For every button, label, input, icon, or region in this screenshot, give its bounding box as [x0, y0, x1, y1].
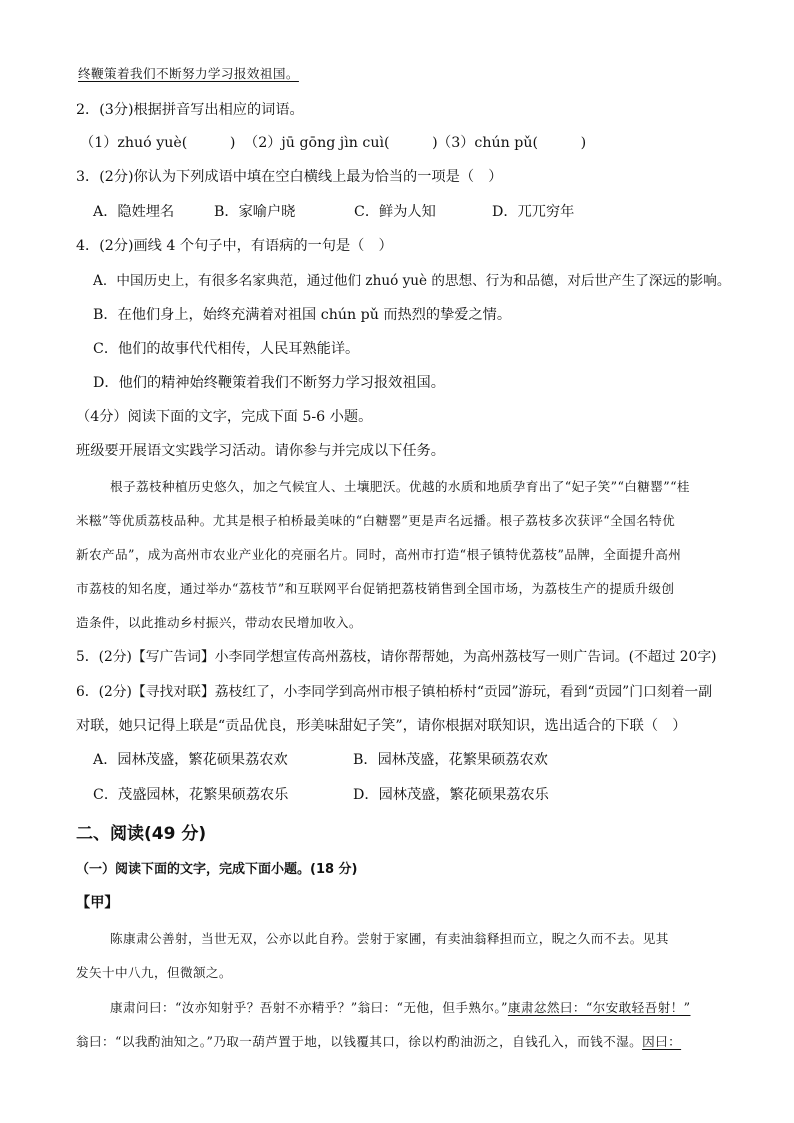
passage-line: 市荔枝的知名度，通过举办“荔枝节”和互联网平台促销把荔枝销售到全国市场，为荔枝生产的提质升级创	[76, 581, 675, 596]
passage-line: 根子荔枝种植历史悠久，加之气候宜人、土壤肥沃。优越的水质和地质孕育出了“妃子笑”“白糖罂”“桂	[110, 479, 690, 494]
question-3-stem: 3．(2分)你认为下列成语中填在空白横线上最为恰当的一项是（ ）	[76, 169, 503, 185]
underlined-sentence: 康肃忿然曰：“尔安敢轻吾射！”	[507, 1000, 691, 1015]
question-6-line-2: 对联，她只记得上联是“贡品优良，形美味甜妃子笑”，请你根据对联知识，选出适合的下联（ ）	[76, 718, 687, 734]
q6-option-b: B．园林茂盛，花繁果硕荔农欢	[353, 752, 548, 768]
q6-option-d: D．园林茂盛，繁花硕果荔农乐	[353, 787, 549, 803]
passage-line: 新农产品”，成为高州市农业产业化的亮丽名片。同时，高州市打造“根子镇特优荔枝”品牌，全面提升高州	[76, 547, 682, 562]
q3-option-c: C．鲜为人知	[354, 204, 436, 220]
question-4-stem: 4．(2分)画线 4 个句子中，有语病的一句是（ ）	[76, 238, 393, 254]
q2-item-3: （3）chún pǔ( )	[437, 135, 587, 151]
q6-option-c: C．茂盛园林，花繁果硕荔农乐	[93, 787, 289, 803]
activity-intro: 班级要开展语文实践学习活动。请你参与并完成以下任务。	[76, 443, 445, 459]
q4-option-a: A．中国历史上，有很多名家典范，通过他们 zhuó yuè 的思想、行为和品德，对后世产生了深远的影响。	[93, 273, 731, 289]
question-6-line-1: 6．(2分)【寻找对联】荔枝红了，小李同学到高州市根子镇柏桥村“贡园”游玩，看到“贡园”门口刻着一副	[76, 684, 713, 700]
q4-option-b: B．在他们身上，始终充满着对祖国 chún pǔ 而热烈的挚爱之情。	[93, 307, 512, 323]
q4-option-c: C．他们的故事代代相传，人民耳熟能详。	[93, 341, 360, 357]
q3-option-d: D．兀兀穷年	[492, 204, 575, 220]
q2-item-1: （1）zhuó yuè( )	[80, 135, 236, 151]
classical-text-line: 发矢十中八九，但微颔之。	[76, 965, 232, 980]
passage-line: 米糍”等优质荔枝品种。尤其是根子柏桥最美味的“白糖罂”更是声名远播。根子荔枝多次获评“全国名特优	[76, 513, 676, 528]
q3-option-a: A．隐姓埋名	[93, 204, 175, 220]
passage-line: 造条件，以此推动乡村振兴，带动农民增加收入。	[76, 615, 362, 630]
classical-text-line	[110, 998, 690, 1018]
continued-sentence: 终鞭策着我们不断努力学习报效祖国。	[78, 66, 299, 81]
underlined-sentence: 因曰：	[642, 1034, 682, 1049]
dialogue-text: 康肃问曰：“汝亦知射乎？吾射不亦精乎？”翁曰：“无他，但手熟尔。”	[110, 1000, 508, 1015]
classical-text-line: 陈康肃公善射，当世无双，公亦以此自矜。尝射于家圃，有卖油翁释担而立，睨之久而不去。见其	[110, 931, 669, 946]
jia-label: 【甲】	[76, 895, 119, 911]
q3-option-b: B．家喻户晓	[214, 204, 296, 220]
question-5: 5．(2分)【写广告词】小李同学想宣传高州荔枝，请你帮帮她，为高州荔枝写一则广告词。(不超过 20字)	[76, 649, 717, 665]
question-2-stem: 2．(3分)根据拼音写出相应的词语。	[76, 102, 304, 118]
subsection-1-title: （一）阅读下面的文字，完成下面小题。(18 分)	[76, 862, 358, 877]
classical-text-line	[76, 1032, 681, 1052]
dialogue-text: 翁曰：“以我酌油知之。”乃取一葫芦置于地，以钱覆其口，徐以杓酌油沥之，自钱孔入，而钱不湿。	[76, 1034, 643, 1049]
q2-item-2: （2）jū gōng jìn cuì( )	[244, 135, 438, 151]
q6-option-a: A．园林茂盛，繁花硕果荔农欢	[93, 752, 288, 768]
reading-intro: （4分）阅读下面的文字，完成下面 5-6 小题。	[76, 409, 373, 425]
section-2-title: 二、阅读(49 分)	[76, 824, 207, 844]
q4-option-d: D．他们的精神始终鞭策着我们不断努力学习报效祖国。	[93, 375, 445, 391]
